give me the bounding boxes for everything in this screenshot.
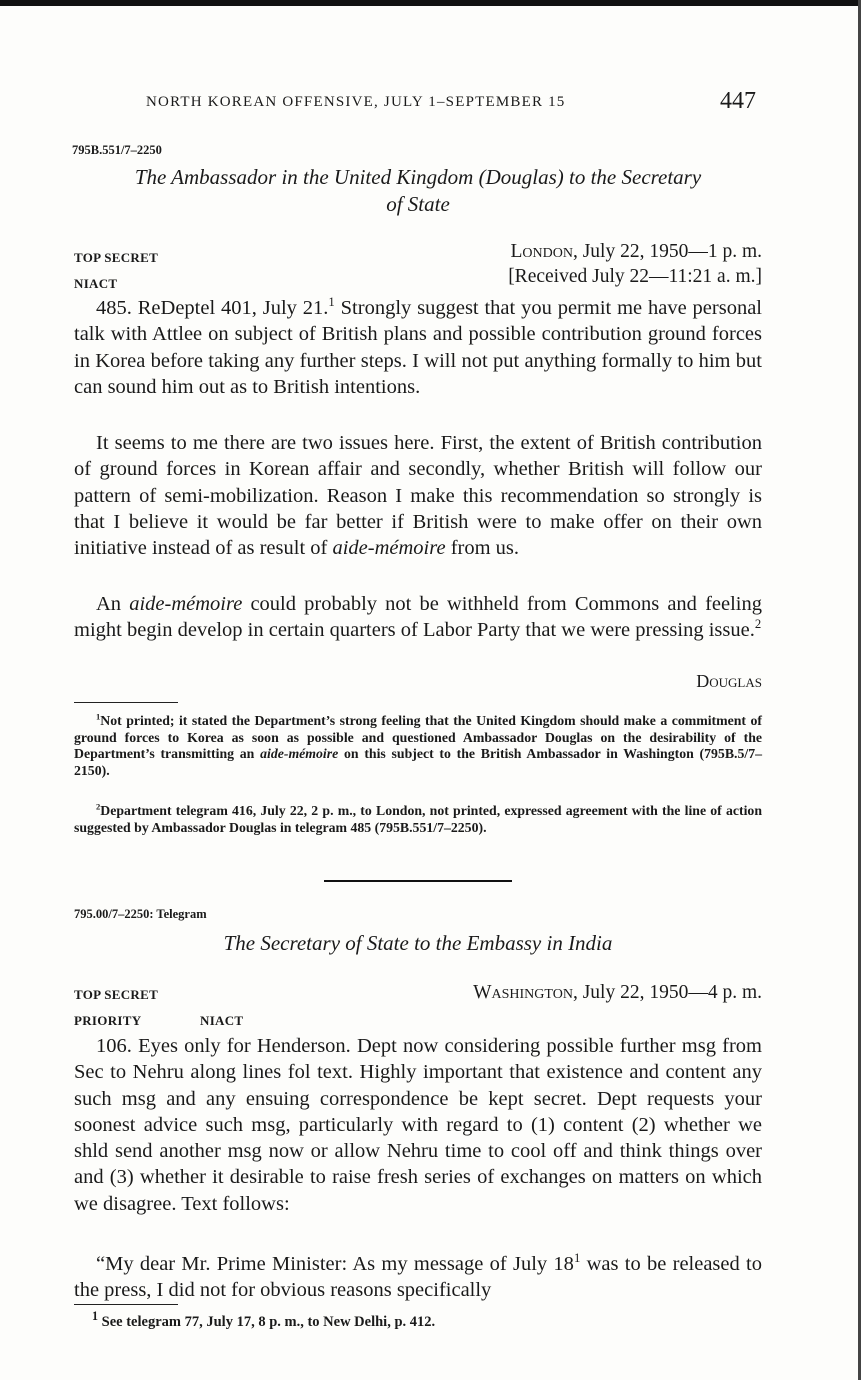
file-number-2: 795.00/7–2250: Telegram: [74, 907, 207, 921]
running-head: [74, 88, 762, 118]
footnote-2-mark: 2: [96, 801, 101, 812]
received-line: [Received July 22—11:21 a. m.]: [508, 266, 762, 287]
footnote-doc2-1-mark: 1: [92, 1309, 99, 1323]
footnote-ref-doc2-1: 1: [573, 1251, 581, 1266]
footnote-ref-1: 1: [328, 295, 335, 310]
document-title-1: [74, 164, 762, 218]
footnote-doc2-1-text: See telegram 77, July 17, 8 p. m., to New Delhi, p. 412.: [101, 1313, 436, 1330]
footnote-1-end: on this subject to the British Ambassador in Washington (795B.5/7–2150).: [74, 746, 762, 778]
classification-niact-2: NIACT: [200, 1013, 244, 1028]
doc2-paragraph-2-rest: was to be released to the press, I did not for obvious reasons specifically: [74, 1253, 762, 1302]
footnote-rule-1: [74, 702, 178, 703]
doc2-paragraph-1: 106. Eyes only for Henderson. Dept now considering possible further msg from Sec to Nehru along lines fol text. Highly important that existence and content any such msg and any ensuing correspondence be kept secret. Dept requests your soonest advice such msg, particularly with regard to (1) content (2) whether we shld send another msg now or allow Nehru time to cool off and think things over and (3) whether it desirable to raise fresh series of exchanges on matters on which we disagree. Text follows:: [74, 1035, 762, 1215]
file-number-1: 795B.551/7–2250: [72, 143, 162, 157]
doc1-paragraph-2-italic: aide-mémoire: [332, 537, 446, 560]
running-head-title: NORTH KOREAN OFFENSIVE, JULY 1–SEPTEMBER 15: [146, 94, 566, 110]
footnote-2: [74, 803, 762, 836]
doc1-paragraph-2-end: from us.: [445, 537, 520, 560]
doc1-paragraph-2: [74, 430, 762, 561]
doc2-paragraph-2-text: “My dear Mr. Prime Minister: As my message of July 18: [96, 1253, 574, 1275]
document-title-1-line2: of State: [386, 192, 450, 216]
doc1-paragraph-3-italic: aide-mémoire: [129, 593, 243, 615]
doc1-paragraph-3: [74, 591, 762, 644]
footnote-1-mark: 1: [96, 711, 101, 722]
classification-priority: PRIORITY: [74, 1013, 142, 1028]
classification-top-secret: TOP SECRET: [74, 250, 159, 265]
footnote-doc2-1: [92, 1309, 435, 1331]
footnote-ref-2: 2: [754, 617, 762, 632]
doc1-paragraph-2-text: It seems to me there are two issues here. First, the extent of British contribution of ground forces in Korean affair and secondly, whether British will follow our pattern of semi-mobilization. Reason I make this recommendation so strongly is that I believe it would be far better if British were to make offer on their own initiative instead of as result of: [74, 432, 762, 560]
footnote-1-text: Not printed; it stated the Department’s strong feeling that the United Kingdom should make a commitment of ground forces to Korea as soon as possible and questioned Ambassador Douglas on the desirability of the Department’s transmitting an: [74, 713, 762, 761]
signature-douglas: Douglas: [696, 671, 762, 691]
dateline-2-date: , July 22, 1950—4 p. m.: [572, 982, 762, 1003]
footnote-rule-2: [74, 1304, 178, 1305]
doc2-paragraph-2: [74, 1251, 762, 1304]
footnote-1: [74, 713, 762, 779]
doc1-paragraph-3-text: could probably not be withheld from Commons and feeling might begin develop in certain quarters of Labor Party that we were pressing issue.: [74, 593, 762, 642]
dateline-2-place: Washington: [473, 982, 573, 1003]
doc1-paragraph-1: [74, 295, 762, 400]
dateline-2: [473, 982, 762, 1004]
page-number: 447: [720, 88, 756, 114]
document-title-2: The Secretary of State to the Embassy in India: [223, 931, 613, 955]
footnote-1-italic: aide-mémoire: [260, 746, 339, 761]
dateline-1-date: , July 22, 1950—1 p. m.: [572, 241, 762, 262]
doc1-paragraph-1-start: 485. ReDeptel 401, July 21.: [96, 297, 329, 319]
doc1-paragraph-1-rest: Strongly suggest that you permit me have personal talk with Attlee on subject of British plans and possible contribution ground forces in Korea before taking any further steps. I will not put anything formally to him but can sound him out as to British intentions.: [74, 297, 762, 398]
dateline-1-place: London: [510, 241, 573, 262]
dateline-1: [510, 241, 762, 263]
doc1-paragraph-3-start: An: [96, 593, 130, 615]
footnote-2-text: Department telegram 416, July 22, 2 p. m., to London, not printed, expressed agreement with the line of action suggested by Ambassador Douglas in telegram 485 (795B.551/7–2250).: [74, 803, 762, 835]
classification-niact: NIACT: [74, 276, 118, 291]
classification-top-secret-2: TOP SECRET: [74, 987, 159, 1002]
document-title-1-line1: The Ambassador in the United Kingdom (Douglas) to the Secretary: [134, 165, 702, 189]
page-top-edge: [0, 0, 861, 6]
document-separator: [324, 880, 512, 882]
